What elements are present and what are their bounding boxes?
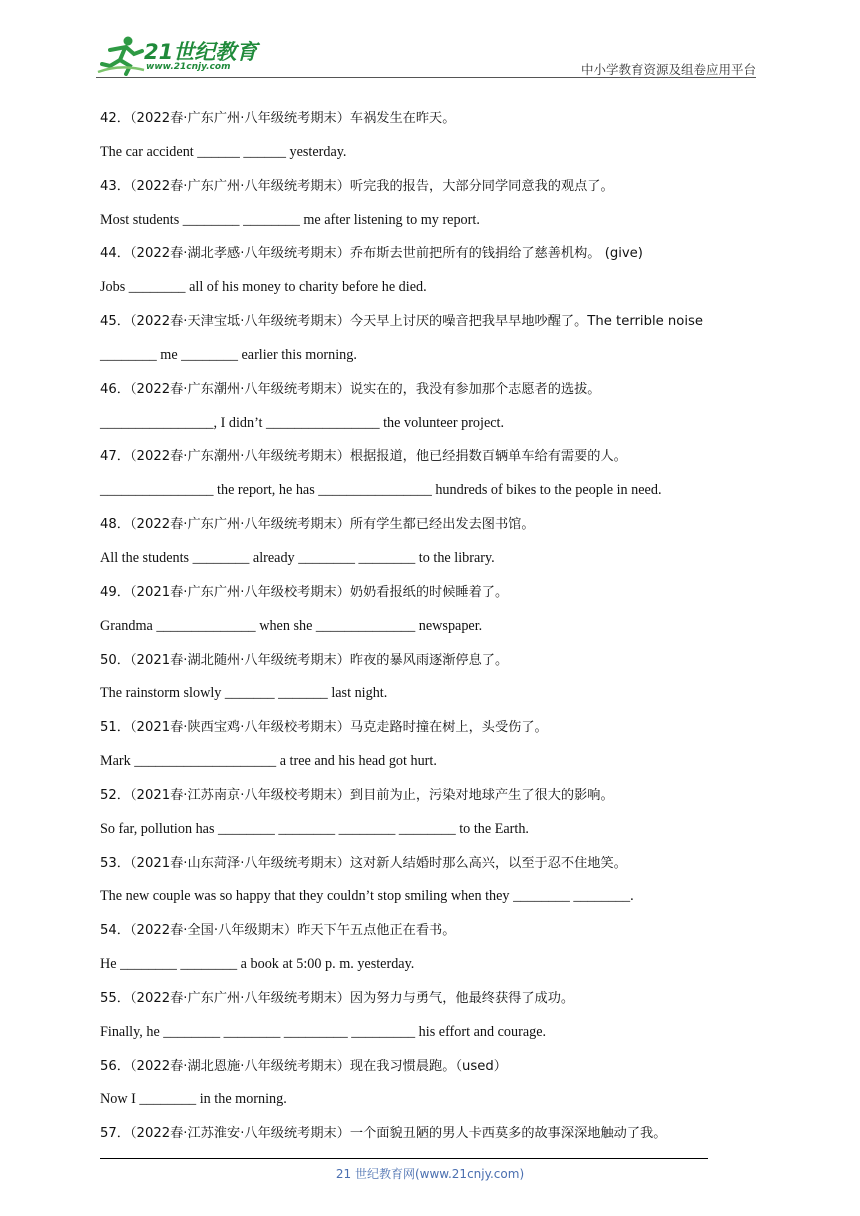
answer-line: The car accident ______ ______ yesterday. xyxy=(100,143,347,160)
runner-logo-icon xyxy=(96,34,146,76)
site-logo xyxy=(96,34,266,78)
question-prompt: 42．（2022春·广东广州·八年级统考期末）车祸发生在昨天。 xyxy=(100,111,456,126)
question-prompt: 45．（2022春·天津宝坻·八年级统考期末）今天早上讨厌的噪音把我早早地吵醒了。The terrible noise xyxy=(100,314,704,330)
footer-divider xyxy=(100,1158,708,1159)
answer-line: Jobs ________ all of his money to charity before he died. xyxy=(100,279,427,296)
question-prompt: 49．（2021春·广东广州·八年级校考期末）奶奶看报纸的时候睡着了。 xyxy=(100,584,509,600)
question-prompt: 44．（2022春·湖北孝感·八年级统考期末）乔布斯去世前把所有的钱捐给了慈善机构。 (give) xyxy=(100,246,643,262)
platform-name: 中小学教育资源及组卷应用平台 xyxy=(580,62,756,77)
answer-line: So far, pollution has ________ ________ ________ ________ to the Earth. xyxy=(100,820,529,837)
answer-line: Finally, he ________ ________ _________ _________ his effort and courage. xyxy=(100,1023,547,1040)
logo-url: www.21cnjy.com xyxy=(146,62,231,72)
answer-line: The new couple was so happy that they couldn’t stop smiling when they ________ ________. xyxy=(100,888,634,905)
answer-line: He ________ ________ a book at 5:00 p. m. yesterday. xyxy=(100,956,415,973)
footer-link[interactable]: 21 世纪教育网(www.21cnjy.com) xyxy=(335,1167,525,1181)
question-prompt: 53．（2021春·山东菏泽·八年级统考期末）这对新人结婚时那么高兴，以至于忍不住地笑。 xyxy=(100,855,627,871)
question-prompt: 54．（2022春·全国·八年级期末）昨天下午五点他正在看书。 xyxy=(100,923,456,939)
answer-line: ________ me ________ earlier this morning. xyxy=(100,346,357,363)
answer-line: ________________, I didn’t ________________ the volunteer project. xyxy=(100,414,505,431)
answer-line: Most students ________ ________ me after listening to my report. xyxy=(100,211,480,228)
page-header xyxy=(0,0,860,80)
logo-text: 21世纪教育 xyxy=(144,40,258,64)
question-prompt: 56．（2022春·湖北恩施·八年级统考期末）现在我习惯晨跑。（used） xyxy=(100,1058,507,1074)
question-prompt: 46．（2022春·广东潮州·八年级统考期末）说实在的，我没有参加那个志愿者的选拔。 xyxy=(100,381,601,397)
question-prompt: 48．（2022春·广东广州·八年级统考期末）所有学生都已经出发去图书馆。 xyxy=(100,517,535,533)
question-list xyxy=(100,102,780,1151)
answer-line: Mark ____________________ a tree and his head got hurt. xyxy=(100,753,437,770)
answer-line: Now I ________ in the morning. xyxy=(100,1091,287,1108)
question-prompt: 47．（2022春·广东潮州·八年级统考期末）根据报道，他已经捐数百辆单车给有需要的人。 xyxy=(100,449,627,465)
question-prompt: 43．（2022春·广东广州·八年级统考期末）听完我的报告，大部分同学同意我的观点了。 xyxy=(100,178,614,194)
question-prompt: 51．（2021春·陕西宝鸡·八年级校考期末）马克走路时撞在树上，头受伤了。 xyxy=(100,720,548,736)
question-prompt: 52．（2021春·江苏南京·八年级校考期末）到目前为止，污染对地球产生了很大的影响。 xyxy=(100,787,614,803)
answer-line: The rainstorm slowly _______ _______ last night. xyxy=(100,685,388,702)
answer-line: ________________ the report, he has ________________ hundreds of bikes to the people in need. xyxy=(100,482,662,499)
question-prompt: 55．（2022春·广东广州·八年级统考期末）因为努力与勇气，他最终获得了成功。 xyxy=(100,990,575,1006)
question-prompt: 57．（2022春·江苏淮安·八年级统考期末）一个面貌丑陋的男人卡西莫多的故事深深地触动了我。 xyxy=(100,1126,667,1142)
answer-line: All the students ________ already ________ ________ to the library. xyxy=(100,549,495,566)
question-prompt: 50．（2021春·湖北随州·八年级统考期末）昨夜的暴风雨逐渐停息了。 xyxy=(100,652,509,668)
header-divider xyxy=(96,77,756,78)
answer-line: Grandma ______________ when she ______________ newspaper. xyxy=(100,617,483,634)
